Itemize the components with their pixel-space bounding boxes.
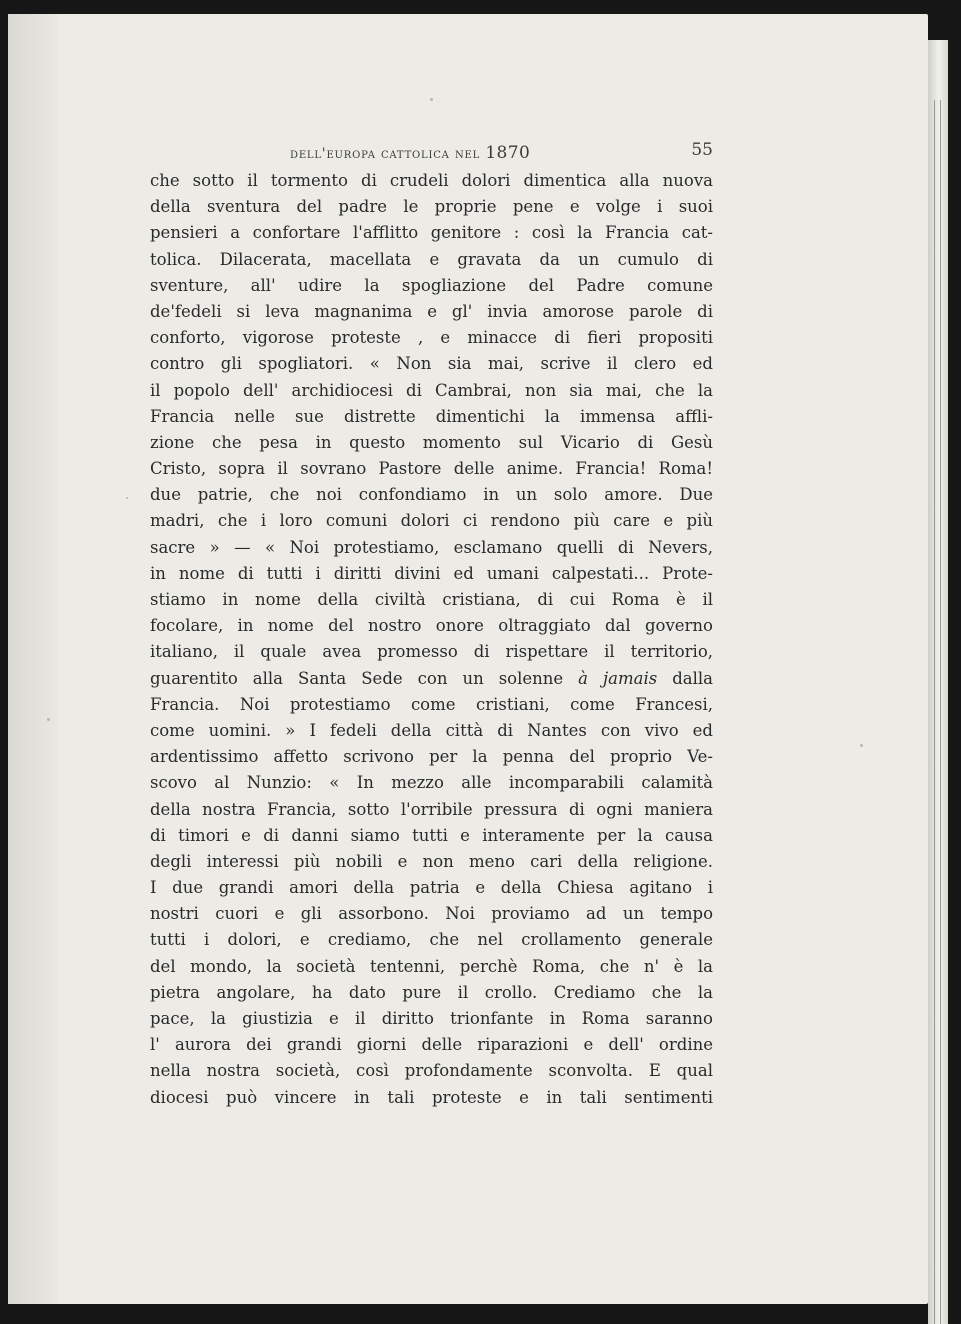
text-line: di timori e di danni siamo tutti e interamente per la causa <box>150 825 713 845</box>
text-line: in nome di tutti i diritti divini ed umani calpestati... Prote- <box>150 563 713 583</box>
body-text <box>150 168 713 1111</box>
text-line: tutti i dolori, e crediamo, che nel crollamento generale <box>150 930 713 950</box>
paper-speck <box>126 497 128 499</box>
text-line: della sventura del padre le proprie pene e volge i suoi <box>150 197 713 217</box>
page-edge-line <box>934 100 935 1324</box>
text-line: pietra angolare, ha dato pure il crollo. Crediamo che la <box>150 982 713 1002</box>
text-line: diocesi può vincere in tali proteste e in tali sentimenti <box>150 1087 713 1107</box>
text-line: ardentissimo affetto scrivono per la penna del proprio Ve- <box>150 747 713 767</box>
text-line: de'fedeli si leva magnanima e gl' invia amorose parole di <box>150 301 713 321</box>
running-head <box>150 140 713 164</box>
text-line: degli interessi più nobili e non meno cari della religione. <box>150 851 713 871</box>
page-gutter-shadow <box>8 14 58 1304</box>
text-line: madri, che i loro comuni dolori ci rendono più care e più <box>150 511 713 531</box>
text-line: Francia. Noi protestiamo come cristiani, come Francesi, <box>150 694 713 714</box>
text-line: guarentito alla Santa Sede con un solenne à jamais dalla <box>150 668 713 688</box>
text-line: stiamo in nome della civiltà cristiana, di cui Roma è il <box>150 590 713 609</box>
text-line: che sotto il tormento di crudeli dolori dimentica alla nuova <box>150 171 713 190</box>
text-line: Cristo, sopra il sovrano Pastore delle anime. Francia! Roma! <box>150 459 713 479</box>
text-line: sventure, all' udire la spogliazione del Padre comune <box>150 275 713 295</box>
paper-speck <box>430 98 433 101</box>
text-line: Francia nelle sue distrette dimentichi la immensa affli- <box>150 406 713 426</box>
text-line: come uomini. » I fedeli della città di Nantes con vivo ed <box>150 720 713 740</box>
text-line: I due grandi amori della patria e della Chiesa agitano i <box>150 878 713 898</box>
text-line: scovo al Nunzio: « In mezzo alle incomparabili calamità <box>150 773 713 793</box>
page-number: 55 <box>691 140 713 160</box>
text-line: pensieri a confortare l'afflitto genitore : così la Francia cat- <box>150 223 713 243</box>
text-line: contro gli spogliatori. « Non sia mai, scrive il clero ed <box>150 354 713 374</box>
text-line: conforto, vigorose proteste , e minacce di fieri propositi <box>150 328 713 348</box>
running-title <box>290 143 530 163</box>
running-title-year: 1870 <box>485 143 531 163</box>
text-line: nostri cuori e gli assorbono. Noi proviamo ad un tempo <box>150 904 713 924</box>
page-stack-edge <box>928 40 948 1324</box>
text-line: focolare, in nome del nostro onore oltraggiato dal governo <box>150 616 713 636</box>
text-line: due patrie, che noi confondiamo in un solo amore. Due <box>150 485 713 505</box>
text-line: zione che pesa in questo momento sul Vicario di Gesù <box>150 432 713 452</box>
text-line: l' aurora dei grandi giorni delle riparazioni e dell' ordine <box>150 1035 713 1055</box>
text-line: italiano, il quale avea promesso di rispettare il territorio, <box>150 642 713 662</box>
text-line: della nostra Francia, sotto l'orribile pressura di ogni maniera <box>150 799 713 819</box>
text-line: del mondo, la società tentenni, perchè Roma, che n' è la <box>150 956 713 976</box>
page-edge-line <box>940 100 941 1324</box>
text-line: il popolo dell' archidiocesi di Cambrai, non sia mai, che la <box>150 380 713 400</box>
text-line: nella nostra società, così profondamente sconvolta. E qual <box>150 1061 713 1081</box>
text-line: pace, la giustizia e il diritto trionfante in Roma saranno <box>150 1009 713 1028</box>
paper-speck <box>860 744 863 747</box>
running-title-text: dell'europa cattolica nel <box>290 146 481 162</box>
text-line: sacre » — « Noi protestiamo, esclamano quelli di Nevers, <box>150 537 713 557</box>
paper-speck <box>47 718 50 721</box>
text-line: tolica. Dilacerata, macellata e gravata da un cumulo di <box>150 249 713 269</box>
